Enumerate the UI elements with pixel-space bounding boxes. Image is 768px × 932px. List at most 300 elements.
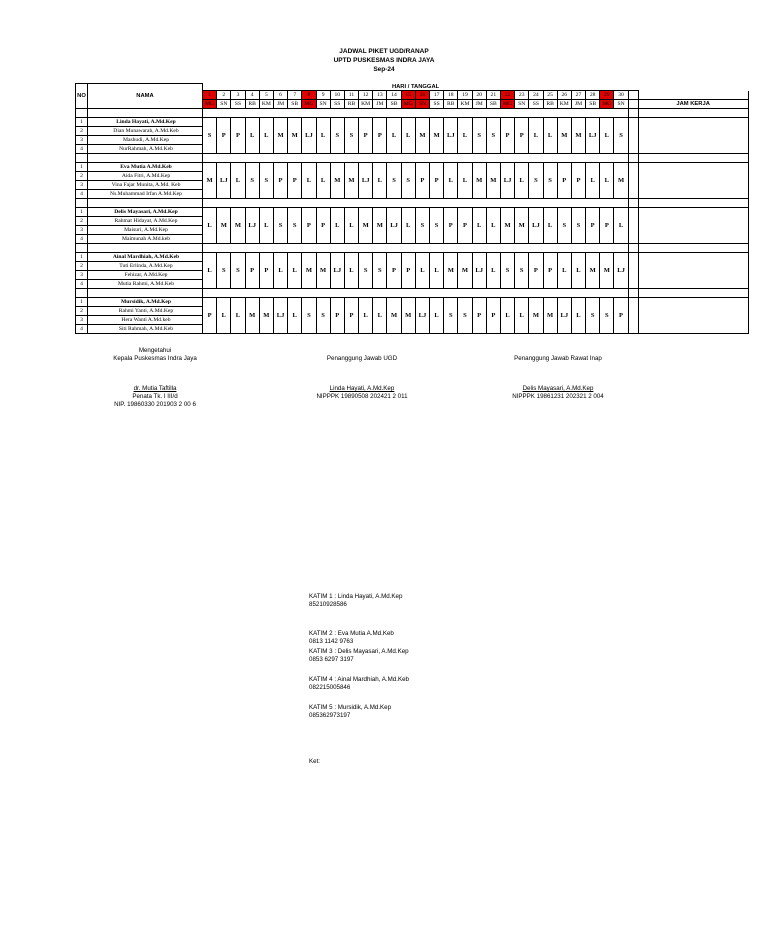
shift-cell: S bbox=[472, 118, 486, 154]
day-number: 25 bbox=[543, 91, 557, 100]
gap-cell bbox=[628, 199, 638, 208]
gap-cell bbox=[88, 109, 203, 118]
shift-cell: LJ bbox=[359, 163, 373, 199]
member-no: 4 bbox=[80, 326, 83, 332]
team-members bbox=[88, 208, 203, 244]
day-weekday: SB bbox=[288, 100, 302, 109]
shift-cell: P bbox=[458, 208, 472, 244]
shift-cell: M bbox=[515, 208, 529, 244]
shift-cell: M bbox=[259, 298, 273, 334]
gap-cell bbox=[203, 289, 629, 298]
day-number: 5 bbox=[259, 91, 273, 100]
member-no: 2 bbox=[76, 307, 87, 316]
day-weekday: RB bbox=[245, 100, 259, 109]
team-leader-name: Linda Hayati, A.Md.Kep bbox=[88, 118, 202, 127]
member-no: 2 bbox=[76, 262, 87, 271]
gap-cell bbox=[88, 199, 203, 208]
shift-cell: L bbox=[217, 298, 231, 334]
jam-kerja-cell bbox=[638, 163, 748, 199]
member-name: Fehizar, A.Md.Kep bbox=[88, 271, 202, 280]
shift-cell: P bbox=[500, 118, 514, 154]
schedule-subtitle: UPTD PUSKESMAS INDRA JAYA bbox=[333, 57, 435, 64]
day-number: 11 bbox=[344, 91, 358, 100]
shift-cell: M bbox=[529, 298, 543, 334]
ugd-name: Linda Hayati, A.Md.Kep bbox=[329, 385, 395, 392]
shift-cell: M bbox=[500, 208, 514, 244]
gap-cell bbox=[203, 199, 629, 208]
day-weekday: KM bbox=[458, 100, 472, 109]
member-no: 3 bbox=[76, 181, 87, 190]
shift-cell: M bbox=[316, 253, 330, 289]
shift-cell: L bbox=[401, 118, 415, 154]
shift-cell: P bbox=[231, 118, 245, 154]
team-members bbox=[88, 163, 203, 199]
shift-cell: M bbox=[217, 208, 231, 244]
member-no: 3 bbox=[76, 136, 87, 145]
shift-cell: LJ bbox=[500, 163, 514, 199]
shift-cell: LJ bbox=[586, 118, 600, 154]
member-name: Siti Rahmah, A.Md.Keb bbox=[118, 326, 174, 332]
shift-cell: L bbox=[500, 298, 514, 334]
shift-cell: L bbox=[600, 163, 614, 199]
team-members bbox=[88, 118, 203, 154]
shift-cell: M bbox=[486, 163, 500, 199]
shift-cell: P bbox=[444, 208, 458, 244]
member-name: Mashudi, A.Md.Kep bbox=[88, 136, 202, 145]
shift-cell: L bbox=[430, 253, 444, 289]
header-nama: NAMA bbox=[88, 84, 203, 109]
member-no: 3 bbox=[76, 271, 87, 280]
katim-5-phone: 085362973197 bbox=[309, 712, 351, 719]
day-number: 6 bbox=[273, 91, 287, 100]
shift-cell: S bbox=[486, 118, 500, 154]
day-weekday: JM bbox=[472, 100, 486, 109]
gap-cell bbox=[76, 289, 88, 298]
header-spacer bbox=[638, 84, 748, 91]
katim-4-label: KATIM 4 : Ainal Mardhiah, A.Md.Keb bbox=[309, 676, 409, 683]
day-weekday: JM bbox=[273, 100, 287, 109]
member-name: Rahmi Yanti, A.Md.Kep bbox=[88, 307, 202, 316]
shift-cell: L bbox=[359, 298, 373, 334]
day-weekday: MG bbox=[401, 100, 415, 109]
day-weekday: RB bbox=[543, 100, 557, 109]
shift-cell: L bbox=[203, 208, 217, 244]
shift-cell: L bbox=[373, 298, 387, 334]
shift-cell: LJ bbox=[245, 208, 259, 244]
day-weekday: SS bbox=[231, 100, 245, 109]
member-no: 3 bbox=[76, 316, 87, 325]
shift-cell: S bbox=[415, 208, 429, 244]
day-number: 2 bbox=[217, 91, 231, 100]
day-weekday: MG bbox=[500, 100, 514, 109]
shift-cell: S bbox=[529, 163, 543, 199]
shift-cell: LJ bbox=[529, 208, 543, 244]
gap-cell bbox=[628, 154, 638, 163]
gap-cell bbox=[638, 199, 748, 208]
gap-cell bbox=[628, 289, 638, 298]
shift-cell: S bbox=[500, 253, 514, 289]
shift-cell: M bbox=[245, 298, 259, 334]
team-members bbox=[88, 253, 203, 289]
day-weekday: SS bbox=[529, 100, 543, 109]
shift-cell: P bbox=[472, 298, 486, 334]
member-no: 3 bbox=[76, 226, 87, 235]
shift-cell: S bbox=[571, 208, 585, 244]
blank-cell bbox=[628, 208, 638, 244]
member-no: 2 bbox=[76, 217, 87, 226]
shift-cell: L bbox=[373, 163, 387, 199]
shift-cell: LJ bbox=[387, 208, 401, 244]
shift-cell: LJ bbox=[557, 298, 571, 334]
member-no: 1 bbox=[76, 208, 87, 217]
kepala-rank: Penata Tk. I III/d bbox=[132, 393, 178, 400]
member-no: 1 bbox=[76, 298, 87, 307]
shift-cell: LJ bbox=[217, 163, 231, 199]
shift-cell: P bbox=[543, 253, 557, 289]
shift-cell: M bbox=[614, 163, 628, 199]
shift-cell: S bbox=[515, 253, 529, 289]
member-no: 1 bbox=[76, 163, 87, 172]
gap-cell bbox=[88, 154, 203, 163]
member-no: 2 bbox=[76, 127, 87, 136]
day-weekday: RB bbox=[344, 100, 358, 109]
shift-cell: M bbox=[288, 118, 302, 154]
schedule-title: JADWAL PIKET UGD/RANAP bbox=[339, 48, 429, 55]
blank-cell bbox=[628, 100, 638, 109]
shift-cell: L bbox=[571, 253, 585, 289]
blank-cell bbox=[638, 91, 748, 100]
team-row bbox=[76, 208, 749, 244]
day-weekday: KM bbox=[359, 100, 373, 109]
katim-4 bbox=[309, 676, 409, 692]
shift-cell: P bbox=[600, 208, 614, 244]
blank-cell bbox=[628, 253, 638, 289]
gap-cell bbox=[628, 109, 638, 118]
team-leader-name: Eva Mutia A.Md.Keb bbox=[88, 163, 202, 172]
header-no: NO bbox=[76, 84, 88, 109]
gap-cell bbox=[88, 244, 203, 253]
shift-cell: P bbox=[401, 253, 415, 289]
shift-cell: L bbox=[245, 118, 259, 154]
header-jam-kerja: JAM KERJA bbox=[638, 100, 748, 109]
shift-cell: S bbox=[359, 253, 373, 289]
signature-kepala bbox=[95, 347, 215, 409]
katim-5-label: KATIM 5 : Mursidik, A.Md.Kep bbox=[309, 704, 392, 711]
member-name: Vina Fajar Munita, A.Md. Keb bbox=[88, 181, 202, 190]
shift-cell: L bbox=[316, 118, 330, 154]
ranap-name: Delis Mayasari, A.Md.Kep bbox=[522, 385, 594, 392]
shift-cell: L bbox=[515, 298, 529, 334]
shift-cell: S bbox=[203, 118, 217, 154]
shift-cell: S bbox=[259, 163, 273, 199]
katim-3-label: KATIM 3 : Delis Mayasari, A.Md.Kep bbox=[309, 648, 409, 655]
ket-label: Ket: bbox=[309, 758, 321, 765]
day-weekday: SN bbox=[515, 100, 529, 109]
katim-3 bbox=[309, 648, 409, 664]
team-row bbox=[76, 253, 749, 289]
gap-cell bbox=[638, 154, 748, 163]
member-name: Tuti Erlinda, A.Md.Kep bbox=[88, 262, 202, 271]
shift-cell: L bbox=[529, 118, 543, 154]
blank-cell bbox=[628, 118, 638, 154]
day-weekday: MG bbox=[302, 100, 316, 109]
shift-cell: S bbox=[273, 208, 287, 244]
shift-cell: L bbox=[316, 163, 330, 199]
shift-cell: LJ bbox=[415, 298, 429, 334]
member-no: 1 bbox=[76, 118, 87, 127]
shift-cell: P bbox=[571, 163, 585, 199]
shift-cell: S bbox=[217, 253, 231, 289]
shift-cell: LJ bbox=[614, 253, 628, 289]
katim-2-label: KATIM 2 : Eva Mutia A.Md.Keb bbox=[309, 630, 394, 637]
shift-cell: L bbox=[600, 118, 614, 154]
shift-cell: M bbox=[472, 163, 486, 199]
team-leader-name: Delis Mayasari, A.Md.Kep bbox=[88, 208, 202, 217]
member-name: Maimunah A.Md.keb bbox=[121, 236, 170, 242]
shift-cell: L bbox=[344, 253, 358, 289]
day-weekday: SN bbox=[316, 100, 330, 109]
shift-cell: S bbox=[543, 163, 557, 199]
day-number: 12 bbox=[359, 91, 373, 100]
shift-cell: M bbox=[444, 253, 458, 289]
blank-cell bbox=[628, 91, 638, 100]
shift-cell: S bbox=[302, 298, 316, 334]
day-weekday: JM bbox=[571, 100, 585, 109]
shift-cell: M bbox=[387, 298, 401, 334]
shift-cell: M bbox=[586, 253, 600, 289]
day-number: 18 bbox=[444, 91, 458, 100]
day-number: 3 bbox=[231, 91, 245, 100]
day-weekday: SB bbox=[586, 100, 600, 109]
shift-cell: P bbox=[557, 163, 571, 199]
day-number: 20 bbox=[472, 91, 486, 100]
shift-cell: P bbox=[430, 163, 444, 199]
shift-cell: S bbox=[373, 253, 387, 289]
day-number: 29 bbox=[600, 91, 614, 100]
shift-cell: L bbox=[458, 118, 472, 154]
shift-cell: M bbox=[330, 163, 344, 199]
shift-cell: M bbox=[273, 118, 287, 154]
gap-cell bbox=[203, 244, 629, 253]
katim-3-phone: 0853 6297 3197 bbox=[309, 656, 354, 663]
gap-cell bbox=[76, 154, 88, 163]
day-weekday: SB bbox=[486, 100, 500, 109]
gap-cell bbox=[88, 289, 203, 298]
day-weekday: SN bbox=[614, 100, 628, 109]
shift-cell: L bbox=[288, 298, 302, 334]
day-weekday: JM bbox=[373, 100, 387, 109]
day-number: 24 bbox=[529, 91, 543, 100]
shift-cell: M bbox=[401, 298, 415, 334]
jam-kerja-cell bbox=[638, 118, 748, 154]
shift-cell: P bbox=[614, 298, 628, 334]
signature-ranap bbox=[488, 355, 628, 401]
day-number: 15 bbox=[401, 91, 415, 100]
katim-4-phone: 082215005846 bbox=[309, 684, 351, 691]
shift-cell: M bbox=[231, 208, 245, 244]
shift-cell: M bbox=[203, 163, 217, 199]
shift-cell: M bbox=[430, 118, 444, 154]
shift-cell: L bbox=[387, 118, 401, 154]
shift-cell: L bbox=[458, 163, 472, 199]
shift-cell: LJ bbox=[302, 118, 316, 154]
shift-cell: S bbox=[387, 163, 401, 199]
day-number: 13 bbox=[373, 91, 387, 100]
team-numbers bbox=[76, 298, 88, 334]
team-leader-name: Mursidik, A.Md.Kep bbox=[88, 298, 202, 307]
shift-cell: S bbox=[245, 163, 259, 199]
member-name: Maisuri, A.Md.Kep bbox=[88, 226, 202, 235]
shift-cell: M bbox=[415, 118, 429, 154]
shift-cell: M bbox=[458, 253, 472, 289]
day-number: 30 bbox=[614, 91, 628, 100]
team-numbers bbox=[76, 163, 88, 199]
shift-cell: L bbox=[330, 208, 344, 244]
katim-2-phone: 0813 1142 9763 bbox=[309, 638, 354, 645]
day-weekday: RB bbox=[444, 100, 458, 109]
katim-1 bbox=[309, 593, 402, 609]
shift-cell: P bbox=[245, 253, 259, 289]
gap-cell bbox=[203, 109, 629, 118]
jam-kerja-cell bbox=[638, 253, 748, 289]
team-numbers bbox=[76, 253, 88, 289]
shift-cell: LJ bbox=[472, 253, 486, 289]
shift-cell: S bbox=[330, 118, 344, 154]
shift-cell: P bbox=[415, 163, 429, 199]
kepala-name: dr. Mutia Taftilla bbox=[133, 385, 177, 392]
shift-cell: L bbox=[288, 253, 302, 289]
blank-cell bbox=[628, 163, 638, 199]
team-row bbox=[76, 118, 749, 154]
shift-cell: S bbox=[586, 298, 600, 334]
member-name: Mutia Rahmi, A.Md.Keb bbox=[117, 281, 175, 287]
shift-cell: M bbox=[571, 118, 585, 154]
shift-cell: L bbox=[344, 208, 358, 244]
shift-cell: L bbox=[543, 118, 557, 154]
day-weekday: SN bbox=[217, 100, 231, 109]
shift-cell: P bbox=[259, 253, 273, 289]
shift-cell: S bbox=[430, 208, 444, 244]
jam-kerja-cell bbox=[638, 298, 748, 334]
day-weekday: KM bbox=[557, 100, 571, 109]
day-number: 7 bbox=[288, 91, 302, 100]
shift-cell: L bbox=[415, 253, 429, 289]
day-number: 16 bbox=[415, 91, 429, 100]
member-no: 4 bbox=[80, 191, 83, 197]
shift-cell: L bbox=[614, 208, 628, 244]
shift-cell: S bbox=[444, 298, 458, 334]
kepala-nip: NIP. 19860330 201903 2 00 6 bbox=[114, 401, 196, 408]
member-no: 4 bbox=[80, 281, 83, 287]
day-weekday: SS bbox=[330, 100, 344, 109]
shift-cell: L bbox=[557, 253, 571, 289]
shift-cell: L bbox=[571, 298, 585, 334]
shift-cell: L bbox=[444, 163, 458, 199]
gap-cell bbox=[638, 109, 748, 118]
shift-cell: S bbox=[344, 118, 358, 154]
gap-cell bbox=[638, 289, 748, 298]
day-number: 1 bbox=[203, 91, 217, 100]
shift-cell: P bbox=[515, 118, 529, 154]
gap-cell bbox=[76, 109, 88, 118]
team-members bbox=[88, 298, 203, 334]
day-weekday: MG bbox=[203, 100, 217, 109]
katim-2 bbox=[309, 630, 394, 646]
day-number: 4 bbox=[245, 91, 259, 100]
day-weekday: SN bbox=[415, 100, 429, 109]
gap-cell bbox=[638, 244, 748, 253]
gap-cell bbox=[203, 154, 629, 163]
gap-cell bbox=[76, 199, 88, 208]
member-name: Aida Fitri, A.Md.Kep bbox=[88, 172, 202, 181]
team-leader-name: Ainal Mardhiah, A.Md.Keb bbox=[88, 253, 202, 262]
shift-cell: P bbox=[586, 208, 600, 244]
day-weekday: MG bbox=[600, 100, 614, 109]
shift-cell: P bbox=[330, 298, 344, 334]
team-numbers bbox=[76, 208, 88, 244]
member-no: 4 bbox=[80, 236, 83, 242]
shift-cell: M bbox=[302, 253, 316, 289]
shift-cell: L bbox=[472, 208, 486, 244]
member-name: NurRahmah, A.Md.Keb bbox=[119, 146, 173, 152]
shift-cell: P bbox=[302, 208, 316, 244]
gap-cell bbox=[628, 244, 638, 253]
member-no: 1 bbox=[76, 253, 87, 262]
shift-cell: L bbox=[231, 298, 245, 334]
shift-cell: P bbox=[344, 298, 358, 334]
shift-cell: P bbox=[203, 298, 217, 334]
ugd-nip: NIPPPK 19890508 202421 2 011 bbox=[316, 393, 408, 400]
shift-cell: M bbox=[359, 208, 373, 244]
member-name: Ns.Muhammad Irfan A.Md.Kep bbox=[110, 191, 182, 197]
schedule-table bbox=[75, 83, 749, 334]
shift-cell: L bbox=[401, 208, 415, 244]
shift-cell: L bbox=[231, 163, 245, 199]
shift-cell: P bbox=[387, 253, 401, 289]
day-number: 8 bbox=[302, 91, 316, 100]
shift-cell: L bbox=[273, 253, 287, 289]
day-number: 22 bbox=[500, 91, 514, 100]
shift-cell: P bbox=[288, 163, 302, 199]
day-number: 17 bbox=[430, 91, 444, 100]
shift-cell: S bbox=[557, 208, 571, 244]
shift-cell: L bbox=[430, 298, 444, 334]
day-number: 10 bbox=[330, 91, 344, 100]
shift-cell: P bbox=[486, 298, 500, 334]
shift-cell: S bbox=[316, 298, 330, 334]
katim-1-phone: 85210928586 bbox=[309, 601, 347, 608]
day-number: 28 bbox=[586, 91, 600, 100]
day-weekday: SS bbox=[430, 100, 444, 109]
shift-cell: L bbox=[302, 163, 316, 199]
team-row bbox=[76, 298, 749, 334]
shift-cell: LJ bbox=[330, 253, 344, 289]
shift-cell: P bbox=[217, 118, 231, 154]
ranap-title: Penanggung Jawab Rawat Inap bbox=[514, 355, 602, 362]
jam-kerja-cell bbox=[638, 208, 748, 244]
day-number: 21 bbox=[486, 91, 500, 100]
day-number: 27 bbox=[571, 91, 585, 100]
shift-cell: P bbox=[273, 163, 287, 199]
shift-cell: L bbox=[543, 208, 557, 244]
schedule-period: Sep-24 bbox=[373, 66, 395, 73]
shift-cell: L bbox=[486, 208, 500, 244]
katim-5 bbox=[309, 704, 391, 720]
shift-cell: P bbox=[373, 118, 387, 154]
header-spacer bbox=[628, 84, 638, 91]
day-number: 19 bbox=[458, 91, 472, 100]
shift-cell: P bbox=[359, 118, 373, 154]
